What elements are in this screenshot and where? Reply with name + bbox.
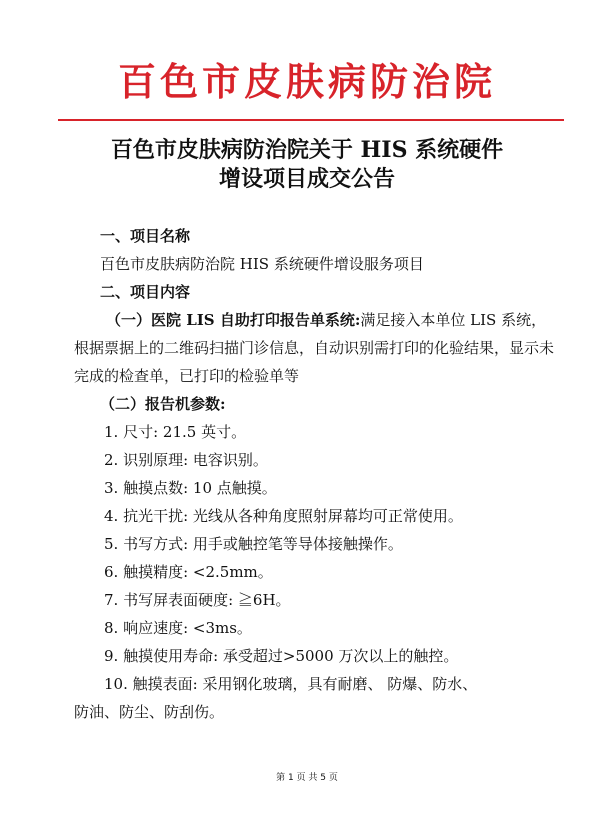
param-item: 5. 书写方式: 用手或触控笔等导体接触操作。 [104, 535, 403, 553]
document-title-line-1: 百色市皮肤病防治院关于 HIS 系统硬件 [110, 137, 504, 163]
organization-name: 百色市皮肤病防治院 [117, 59, 496, 104]
subsection-lis-heading: （一）医院 LIS 自助打印报告单系统: [106, 311, 361, 329]
param-item: 4. 抗光干扰: 光线从各种角度照射屏幕均可正常使用。 [104, 507, 463, 525]
param-item: 9. 触摸使用寿命: 承受超过>5000 万次以上的触控。 [104, 647, 459, 665]
header-divider [58, 119, 564, 121]
subsection-lis-system [74, 306, 556, 390]
section-heading-project-content: 二、项目内容 [100, 283, 191, 301]
param-item: 7. 书写屏表面硬度: ≧6H。 [104, 591, 291, 609]
param-item: 1. 尺寸: 21.5 英寸。 [104, 423, 247, 441]
param-item: 8. 响应速度: <3ms。 [104, 619, 252, 637]
param-item: 2. 识别原理: 电容识别。 [104, 451, 268, 469]
document-title-line-2: 增设项目成交公告 [218, 166, 395, 192]
project-name-text: 百色市皮肤病防治院 HIS 系统硬件增设服务项目 [100, 255, 424, 273]
param-item: 10. 触摸表面: 采用钢化玻璃，具有耐磨、 防爆、防水、 [104, 675, 478, 693]
subsection-parameters-heading: （二）报告机参数: [100, 395, 226, 413]
param-item-continued: 防油、防尘、防刮伤。 [74, 703, 225, 721]
param-item: 6. 触摸精度: <2.5mm。 [104, 563, 273, 581]
subsection-lis-text: 满足接入本单位 LIS 系统，根据票据上的二维码扫描门诊信息，自动识别需打印的化验结果，显示未完成的检查单，已打印的检验单等 [74, 311, 555, 385]
page-footer: 第 1 页 共 5 页 [276, 773, 338, 783]
param-item: 3. 触摸点数: 10 点触摸。 [104, 479, 277, 497]
section-heading-project-name: 一、项目名称 [100, 227, 191, 245]
